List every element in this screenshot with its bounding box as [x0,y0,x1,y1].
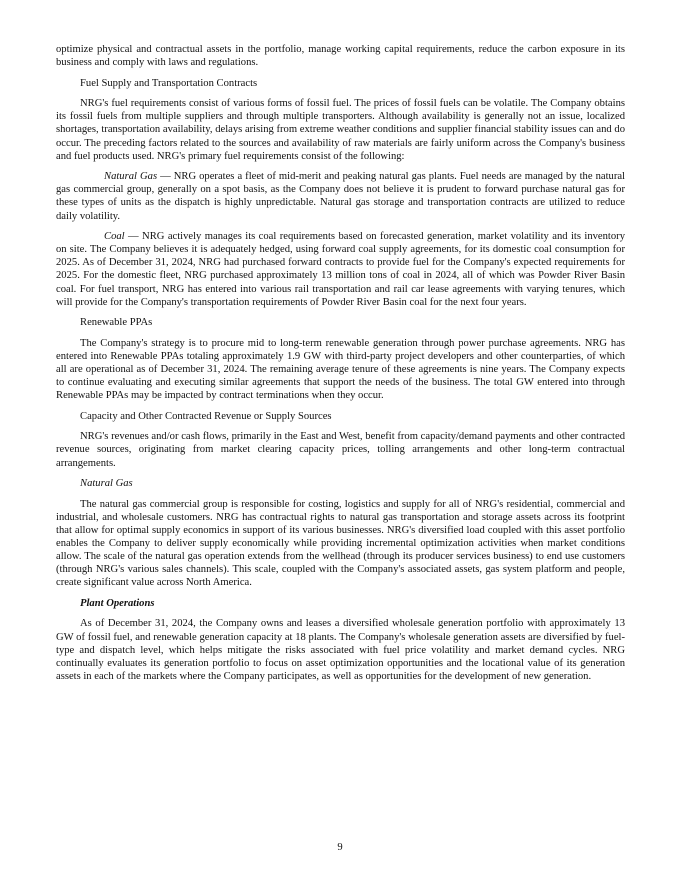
natural-gas-fuel-text: — NRG operates a fleet of mid-merit and peaking natural gas plants. Fuel needs are managed by the natural gas commercial group, generally on a spot basis, as the Company does not believe it is prudent to forward purchase natural gas for these types of units as the dispatch is highly unpredictable. Natural gas storage and transportation contracts are utilized to reduce daily volatility. [56,171,625,222]
coal-fuel-paragraph [56,230,625,309]
continuation-paragraph: optimize physical and contractual assets in the portfolio, manage working capital requirements, reduce the carbon exposure in its business and comply with laws and regulations. [56,44,625,69]
section-heading-renewable-ppas: Renewable PPAs [80,317,153,329]
fuel-supply-intro-paragraph: NRG's fuel requirements consist of various forms of fossil fuel. The prices of fossil fuels can be volatile. The Company obtains its fossil fuels from multiple suppliers and through multiple transporters. Although availability is generally not an issue, localized shortages, transportation availability, delays arising from extreme weather conditions and supplier financial stability issues can and do occur. The preceding factors related to the sources and availability of raw materials are fairly uniform across the Company's business and fuel products used. NRG's primary fuel requirements consist of the following: [56,98,625,162]
natural-gas-lead: Natural Gas [104,171,158,183]
renewable-ppas-paragraph: The Company's strategy is to procure mid to long-term renewable generation through power purchase agreements. NRG has entered into Renewable PPAs totaling approximately 1.9 GW with third-party project developers and other counterparties, of which all are operational as of December 31, 2024. The remaining average tenure of these agreements is nine years. The Company expects to continue evaluating and executing similar agreements that support the needs of the business. The total GW entered into through Renewable PPAs may be impacted by contract terminations when they occur. [56,337,625,402]
coal-fuel-text: — NRG actively manages its coal requirements based on forecasted generation, market volatility and its inventory on site. The Company believes it is adequately hedged, using forward coal supply agreements, for its domestic coal consumption for 2025. As of December 31, 2024, NRG had purchased forward contracts to provide fuel for the Company's expected requirements for 2025. For the domestic fleet, NRG purchased approximately 13 million tons of coal in 2024, all of which was Powder River Basin coal. For fuel transport, NRG has entered into various rail transportation and rail car lease agreements with varying tenures, which will provide for the Company's transportation requirements of Powder River Basin coal for the next four years. [56,231,625,308]
section-heading-plant-operations: Plant Operations [80,597,155,609]
document-page [56,43,625,690]
natural-gas-fuel-paragraph [56,170,625,222]
coal-lead: Coal [104,231,125,243]
section-heading-fuel-supply: Fuel Supply and Transportation Contracts [80,77,258,89]
natural-gas-paragraph: The natural gas commercial group is responsible for costing, logistics and supply for all of NRG's residential, commercial and industrial, and wholesale customers. NRG has contractual rights to natural gas transportation and storage assets across its footprint that allow for optimal supply economics in support of its various businesses. NRG's diversified load coupled with this asset portfolio enables the Company to deliver supply economically while providing incremental optimization activities when market conditions allow. The scale of the natural gas operation extends from the wellhead (through its producer services business) to end use customers (through NRG's various sales channels). This scale, coupled with the Company's associated assets, gas system platform and people, create significant value across North America. [56,498,625,589]
capacity-paragraph: NRG's revenues and/or cash flows, primarily in the East and West, benefit from capacity/demand payments and other contracted revenue sources, originating from market clearing capacity prices, tolling arrangements and other long-term contractual arrangements. [56,431,625,469]
page-number: 9 [337,842,343,853]
section-heading-capacity: Capacity and Other Contracted Revenue or Supply Sources [80,410,332,422]
plant-operations-paragraph: As of December 31, 2024, the Company owns and leases a diversified wholesale generation portfolio with approximately 13 GW of fossil fuel, and renewable generation capacity at 18 plants. The Company's wholesale generation assets are diversified by fuel-type and dispatch level, which helps mitigate the risks associated with fuel price volatility and market demand cycles. NRG continually evaluates its generation portfolio to focus on asset optimization opportunities and the locational value of its generation assets in each of the markets where the Company participates, as well as opportunities for the development of new generation. [56,618,625,682]
section-heading-natural-gas: Natural Gas [80,478,133,490]
